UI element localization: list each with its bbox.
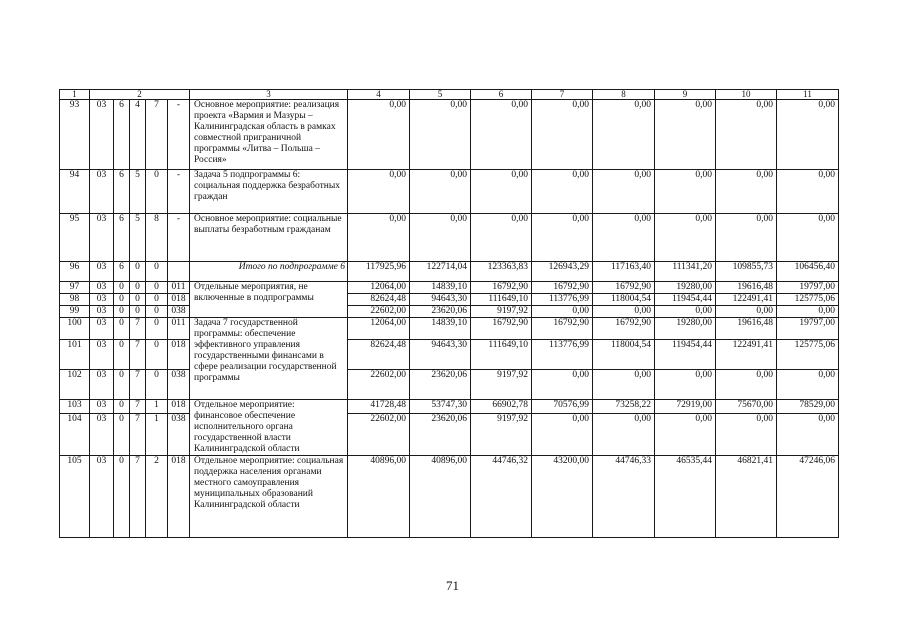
value-cell: 0,00 [716,100,777,170]
value-cell: 73258,22 [593,400,655,414]
value-cell: 19797,00 [777,282,839,294]
value-cell: 72919,00 [655,400,716,414]
value-cell: 16792,90 [593,282,655,294]
row-number-cell: 99 [60,306,90,318]
code-cell: 0 [130,262,146,282]
code-cell: 0 [114,294,130,306]
value-cell: 0,00 [593,100,655,170]
code-cell: 7 [130,340,146,370]
code-cell: 0 [130,294,146,306]
description-cell: Отдельное мероприятие: финансовое обеспечение исполнительного органа государственной власти Калининградской области [190,400,348,456]
code-cell: 0 [130,306,146,318]
value-cell: 47246,06 [777,456,839,538]
row-number-cell: 97 [60,282,90,294]
value-cell: 75670,00 [716,400,777,414]
value-cell: 0,00 [655,100,716,170]
code-cell: 1 [146,400,168,414]
value-cell: 0,00 [532,370,593,400]
table-row [60,306,839,318]
code-cell: 0 [146,370,168,400]
code-cell: 1 [146,414,168,456]
code-cell: 7 [130,370,146,400]
header-cell: 10 [716,90,777,100]
table-row [60,214,839,262]
code-cell: 0 [146,282,168,294]
header-cell: 3 [190,90,348,100]
value-cell: 0,00 [716,370,777,400]
code-cell: - [168,170,190,214]
description-cell: Отдельное мероприятие: социальная поддержка населения органами местного самоуправления муниципальных образований Калининградской области [190,456,348,538]
code-cell: 0 [146,170,168,214]
code-cell: 038 [168,306,190,318]
code-cell: - [168,100,190,170]
value-cell: 0,00 [532,306,593,318]
value-cell: 78529,00 [777,400,839,414]
row-number-cell: 100 [60,318,90,340]
code-cell: 0 [146,262,168,282]
table-row [60,456,839,538]
code-cell: 03 [90,370,114,400]
row-number-cell: 93 [60,100,90,170]
code-cell: 018 [168,294,190,306]
value-cell: 111649,10 [471,294,532,306]
value-cell: 126943,29 [532,262,593,282]
code-cell: 011 [168,318,190,340]
value-cell: 0,00 [655,414,716,456]
value-cell: 12064,00 [348,318,410,340]
value-cell: 0,00 [716,414,777,456]
table-row [60,100,839,170]
value-cell: 0,00 [593,414,655,456]
code-cell: 018 [168,456,190,538]
value-cell: 0,00 [593,170,655,214]
value-cell: 12064,00 [348,282,410,294]
value-cell: 46535,44 [655,456,716,538]
value-cell: 16792,90 [532,318,593,340]
value-cell: 0,00 [348,214,410,262]
value-cell: 0,00 [410,170,471,214]
total-label: Итого по подпрограмме 6 [190,262,348,282]
value-cell: 122714,04 [410,262,471,282]
value-cell: 9197,92 [471,370,532,400]
header-cell: 4 [348,90,410,100]
value-cell: 0,00 [777,414,839,456]
code-cell: 7 [130,400,146,414]
code-cell: 0 [114,306,130,318]
value-cell: 22602,00 [348,370,410,400]
code-cell: 03 [90,100,114,170]
value-cell: 94643,30 [410,340,471,370]
value-cell: 109855,73 [716,262,777,282]
value-cell: 82624,48 [348,294,410,306]
value-cell: 0,00 [532,214,593,262]
value-cell: 53747,30 [410,400,471,414]
value-cell: 0,00 [532,100,593,170]
code-cell: 03 [90,262,114,282]
value-cell: 44746,33 [593,456,655,538]
value-cell: 9197,92 [471,414,532,456]
code-cell: 2 [146,456,168,538]
value-cell: 0,00 [532,170,593,214]
value-cell: 19616,48 [716,318,777,340]
row-number-cell: 95 [60,214,90,262]
value-cell: 0,00 [655,214,716,262]
code-cell: 03 [90,400,114,414]
code-cell: 8 [146,214,168,262]
value-cell: 0,00 [410,100,471,170]
value-cell: 122491,41 [716,340,777,370]
page-number: 71 [446,578,459,593]
code-cell: 0 [146,340,168,370]
value-cell: 19797,00 [777,318,839,340]
code-cell: 03 [90,456,114,538]
value-cell: 9197,92 [471,306,532,318]
header-cell: 2 [90,90,190,100]
code-cell: 5 [130,170,146,214]
value-cell: 0,00 [716,214,777,262]
value-cell: 0,00 [471,170,532,214]
value-cell: 40896,00 [348,456,410,538]
table-row [60,400,839,414]
value-cell: 16792,90 [471,282,532,294]
row-number-cell: 94 [60,170,90,214]
header-cell: 6 [471,90,532,100]
value-cell: 118004,54 [593,340,655,370]
code-cell: 038 [168,370,190,400]
code-cell: 0 [146,318,168,340]
value-cell: 0,00 [655,170,716,214]
value-cell: 82624,48 [348,340,410,370]
value-cell: 22602,00 [348,414,410,456]
row-number-cell: 103 [60,400,90,414]
value-cell: 0,00 [471,214,532,262]
row-number-cell: 96 [60,262,90,282]
value-cell: 117163,40 [593,262,655,282]
value-cell: 22602,00 [348,306,410,318]
value-cell: 0,00 [777,100,839,170]
table-row [60,282,839,294]
code-cell: 7 [130,456,146,538]
code-cell: 03 [90,294,114,306]
value-cell: 0,00 [348,100,410,170]
code-cell: 5 [130,214,146,262]
value-cell: 0,00 [471,100,532,170]
code-cell: 0 [114,340,130,370]
value-cell: 111649,10 [471,340,532,370]
header-cell: 8 [593,90,655,100]
code-cell: 0 [146,294,168,306]
value-cell: 123363,83 [471,262,532,282]
value-cell: 16792,90 [532,282,593,294]
value-cell: 46821,41 [716,456,777,538]
code-cell: 03 [90,282,114,294]
value-cell: 19616,48 [716,282,777,294]
description-cell: Основное мероприятие: социальные выплаты безработным гражданам [190,214,348,262]
row-number-cell: 98 [60,294,90,306]
value-cell: 122491,41 [716,294,777,306]
code-cell: 03 [90,340,114,370]
row-number-cell: 102 [60,370,90,400]
code-cell: 0 [114,456,130,538]
table-row [60,262,839,282]
code-cell: 0 [114,282,130,294]
value-cell: 118004,54 [593,294,655,306]
value-cell: 19280,00 [655,318,716,340]
header-cell: 1 [60,90,90,100]
code-cell: 038 [168,414,190,456]
code-cell: 0 [114,318,130,340]
value-cell: 125775,06 [777,340,839,370]
code-cell: 7 [130,318,146,340]
budget-table [59,89,839,538]
value-cell: 0,00 [777,170,839,214]
value-cell: 40896,00 [410,456,471,538]
description-cell: Задача 5 подпрограммы 6: социальная поддержка безработных граждан [190,170,348,214]
value-cell: 113776,99 [532,340,593,370]
value-cell: 111341,20 [655,262,716,282]
value-cell: 23620,06 [410,414,471,456]
value-cell: 44746,32 [471,456,532,538]
value-cell: 125775,06 [777,294,839,306]
value-cell: 23620,06 [410,370,471,400]
value-cell: 0,00 [716,170,777,214]
code-cell: 0 [114,370,130,400]
value-cell: 0,00 [532,414,593,456]
value-cell: 0,00 [655,306,716,318]
code-cell: 03 [90,414,114,456]
header-cell: 9 [655,90,716,100]
code-cell: 03 [90,306,114,318]
value-cell: 66902,78 [471,400,532,414]
value-cell: 119454,44 [655,340,716,370]
table-row [60,340,839,370]
table-row [60,294,839,306]
row-number-cell: 105 [60,456,90,538]
header-cell: 7 [532,90,593,100]
value-cell: 119454,44 [655,294,716,306]
code-cell: 7 [146,100,168,170]
row-number-cell: 101 [60,340,90,370]
value-cell: 14839,10 [410,318,471,340]
code-cell: 03 [90,318,114,340]
code-cell: 0 [146,306,168,318]
value-cell: 0,00 [777,306,839,318]
description-cell: Задача 7 государственной программы: обеспечение эффективного управления государственными финансами в сфере реализации государственной программы [190,318,348,400]
value-cell: 117925,96 [348,262,410,282]
header-cell: 5 [410,90,471,100]
value-cell: 14839,10 [410,282,471,294]
value-cell: 0,00 [593,214,655,262]
code-cell: 0 [114,400,130,414]
value-cell: 113776,99 [532,294,593,306]
table-row [60,370,839,400]
description-cell: Основное мероприятие: реализация проекта «Вармия и Мазуры – Калининградская область в рамках совместной приграничной программы «Литва – Польша – Россия» [190,100,348,170]
value-cell: 106456,40 [777,262,839,282]
code-cell: 4 [130,100,146,170]
table-row [60,414,839,456]
table-row [60,318,839,340]
code-cell: 6 [114,170,130,214]
code-cell: 011 [168,282,190,294]
value-cell: 43200,00 [532,456,593,538]
value-cell: 0,00 [348,170,410,214]
value-cell: 0,00 [716,306,777,318]
code-cell: 6 [114,262,130,282]
code-cell: 03 [90,170,114,214]
code-cell: - [168,214,190,262]
header-row [60,90,839,100]
code-cell: 018 [168,400,190,414]
code-cell: 7 [130,414,146,456]
row-number-cell: 104 [60,414,90,456]
value-cell: 94643,30 [410,294,471,306]
value-cell: 23620,06 [410,306,471,318]
code-cell: 03 [90,214,114,262]
value-cell: 0,00 [777,370,839,400]
code-cell: 018 [168,340,190,370]
value-cell: 16792,90 [593,318,655,340]
value-cell: 0,00 [593,370,655,400]
table-row [60,170,839,214]
value-cell: 16792,90 [471,318,532,340]
code-cell: 0 [130,282,146,294]
code-cell: 6 [114,214,130,262]
value-cell: 0,00 [410,214,471,262]
code-cell: 6 [114,100,130,170]
value-cell: 41728,48 [348,400,410,414]
value-cell: 0,00 [777,214,839,262]
value-cell: 19280,00 [655,282,716,294]
value-cell: 0,00 [655,370,716,400]
header-cell: 11 [777,90,839,100]
value-cell: 70576,99 [532,400,593,414]
code-cell [168,262,190,282]
code-cell: 0 [114,414,130,456]
value-cell: 0,00 [593,306,655,318]
description-cell: Отдельные мероприятия, не включенные в подпрограммы [190,282,348,318]
